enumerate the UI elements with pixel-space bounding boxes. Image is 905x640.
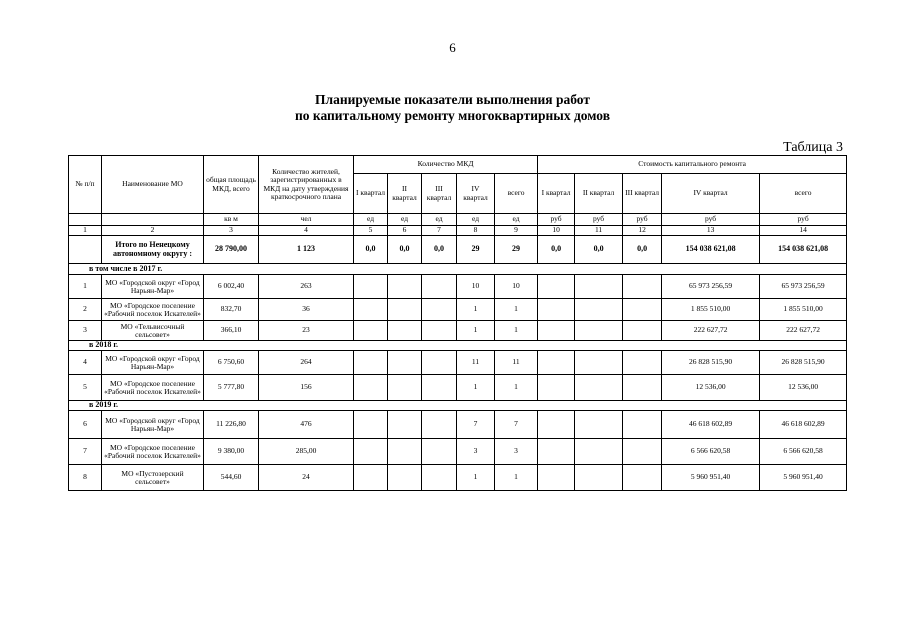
cell-mkd-q4: 11 bbox=[457, 351, 495, 375]
total-cost-q3: 0,0 bbox=[623, 236, 662, 264]
cell-n: 4 bbox=[69, 351, 102, 375]
unit-cell: ед bbox=[354, 214, 388, 226]
total-mkd-q2: 0,0 bbox=[388, 236, 422, 264]
cell-mkd-q2 bbox=[388, 465, 422, 491]
cell-name: МО «Городской округ «Город Нарьян-Мар» bbox=[102, 411, 204, 439]
header-cost-q2: II квартал bbox=[575, 174, 623, 214]
cell-cost-q3 bbox=[623, 439, 662, 465]
total-row bbox=[69, 236, 847, 264]
cell-mkd-total: 1 bbox=[495, 465, 538, 491]
cell-residents: 476 bbox=[259, 411, 354, 439]
cell-name: МО «Пустозерский сельсовет» bbox=[102, 465, 204, 491]
cell-n: 5 bbox=[69, 375, 102, 401]
cell-mkd-total: 11 bbox=[495, 351, 538, 375]
cell-n: 2 bbox=[69, 299, 102, 321]
column-number-cell: 1 bbox=[69, 226, 102, 236]
unit-cell: руб bbox=[538, 214, 575, 226]
title-line-2: по капитальному ремонту многоквартирных домов bbox=[294, 108, 611, 123]
cell-cost-q1 bbox=[538, 375, 575, 401]
column-number-cell: 12 bbox=[623, 226, 662, 236]
cell-cost-total: 46 618 602,89 bbox=[760, 411, 847, 439]
cell-cost-q2 bbox=[575, 439, 623, 465]
unit-cell: руб bbox=[623, 214, 662, 226]
cell-area: 5 777,80 bbox=[204, 375, 259, 401]
total-mkd-total: 29 bbox=[495, 236, 538, 264]
total-mkd-q3: 0,0 bbox=[422, 236, 457, 264]
cell-mkd-q2 bbox=[388, 411, 422, 439]
cell-cost-q2 bbox=[575, 321, 623, 341]
cell-cost-q4: 26 828 515,90 bbox=[662, 351, 760, 375]
total-mkd-q1: 0,0 bbox=[354, 236, 388, 264]
cell-mkd-q1 bbox=[354, 465, 388, 491]
total-cost-q1: 0,0 bbox=[538, 236, 575, 264]
total-cost-q2: 0,0 bbox=[575, 236, 623, 264]
unit-cell: ед bbox=[457, 214, 495, 226]
cell-mkd-total: 10 bbox=[495, 275, 538, 299]
cell-cost-q1 bbox=[538, 321, 575, 341]
header-mkd-q4: IV квартал bbox=[457, 174, 495, 214]
header-mkd-q2: II квартал bbox=[388, 174, 422, 214]
cell-mkd-q2 bbox=[388, 299, 422, 321]
cell-cost-q3 bbox=[623, 275, 662, 299]
table-row bbox=[69, 321, 847, 341]
total-mkd-q4: 29 bbox=[457, 236, 495, 264]
cell-cost-q3 bbox=[623, 375, 662, 401]
header-num: № п/п bbox=[69, 156, 102, 214]
header-cost-total: всего bbox=[760, 174, 847, 214]
cell-mkd-q3 bbox=[422, 299, 457, 321]
cell-cost-q2 bbox=[575, 465, 623, 491]
year-label: в том числе в 2017 г. bbox=[69, 264, 847, 275]
cell-cost-q2 bbox=[575, 275, 623, 299]
cell-mkd-total: 1 bbox=[495, 321, 538, 341]
cell-cost-total: 12 536,00 bbox=[760, 375, 847, 401]
table-row bbox=[69, 351, 847, 375]
cell-name: МО «Тельвисочный сельсовет» bbox=[102, 321, 204, 341]
column-numbers-row bbox=[69, 226, 847, 236]
cell-cost-total: 1 855 510,00 bbox=[760, 299, 847, 321]
header-mkd-q3: III квартал bbox=[422, 174, 457, 214]
cell-mkd-q4: 1 bbox=[457, 465, 495, 491]
cell-cost-q4: 12 536,00 bbox=[662, 375, 760, 401]
unit-cell: кв м bbox=[204, 214, 259, 226]
cell-n: 8 bbox=[69, 465, 102, 491]
cell-mkd-q1 bbox=[354, 321, 388, 341]
year-label: в 2018 г. bbox=[69, 341, 847, 351]
cell-mkd-q2 bbox=[388, 351, 422, 375]
cell-mkd-q1 bbox=[354, 411, 388, 439]
total-cost-q4: 154 038 621,08 bbox=[662, 236, 760, 264]
cell-cost-total: 26 828 515,90 bbox=[760, 351, 847, 375]
page-number: 6 bbox=[449, 40, 456, 55]
document-title bbox=[0, 92, 905, 124]
cell-mkd-q3 bbox=[422, 321, 457, 341]
cell-mkd-q3 bbox=[422, 275, 457, 299]
cell-name: МО «Городской округ «Город Нарьян-Мар» bbox=[102, 351, 204, 375]
cell-cost-total: 6 566 620,58 bbox=[760, 439, 847, 465]
cell-area: 6 002,40 bbox=[204, 275, 259, 299]
year-group-row bbox=[69, 401, 847, 411]
cell-cost-q3 bbox=[623, 351, 662, 375]
cell-name: МО «Городское поселение «Рабочий поселок Искателей» bbox=[102, 375, 204, 401]
cell-mkd-total: 3 bbox=[495, 439, 538, 465]
cell-mkd-q3 bbox=[422, 351, 457, 375]
unit-cell: ед bbox=[388, 214, 422, 226]
column-number-cell: 8 bbox=[457, 226, 495, 236]
cell-n: 6 bbox=[69, 411, 102, 439]
cell-name: МО «Городской округ «Город Нарьян-Мар» bbox=[102, 275, 204, 299]
cell-cost-q4: 6 566 620,58 bbox=[662, 439, 760, 465]
header-name: Наименование МО bbox=[102, 156, 204, 214]
unit-cell: руб bbox=[662, 214, 760, 226]
cell-area: 544,60 bbox=[204, 465, 259, 491]
header-cost-group: Стоимость капитального ремонта bbox=[538, 156, 847, 174]
cell-cost-q4: 65 973 256,59 bbox=[662, 275, 760, 299]
cell-mkd-q2 bbox=[388, 321, 422, 341]
cell-cost-q2 bbox=[575, 375, 623, 401]
cell-cost-q4: 5 960 951,40 bbox=[662, 465, 760, 491]
cell-mkd-total: 7 bbox=[495, 411, 538, 439]
cell-mkd-q4: 7 bbox=[457, 411, 495, 439]
cell-cost-q3 bbox=[623, 321, 662, 341]
table-row bbox=[69, 299, 847, 321]
column-number-cell: 6 bbox=[388, 226, 422, 236]
cell-cost-q2 bbox=[575, 351, 623, 375]
column-number-cell: 7 bbox=[422, 226, 457, 236]
column-number-cell: 5 bbox=[354, 226, 388, 236]
cell-mkd-q3 bbox=[422, 439, 457, 465]
cell-residents: 24 bbox=[259, 465, 354, 491]
cell-cost-q2 bbox=[575, 411, 623, 439]
unit-cell: ед bbox=[422, 214, 457, 226]
cell-cost-q1 bbox=[538, 275, 575, 299]
cell-n: 3 bbox=[69, 321, 102, 341]
cell-mkd-q3 bbox=[422, 411, 457, 439]
total-area: 28 790,00 bbox=[204, 236, 259, 264]
cell-mkd-q1 bbox=[354, 299, 388, 321]
table-row bbox=[69, 465, 847, 491]
column-number-cell: 14 bbox=[760, 226, 847, 236]
cell-residents: 263 bbox=[259, 275, 354, 299]
cell-cost-total: 5 960 951,40 bbox=[760, 465, 847, 491]
capital-repair-table bbox=[68, 155, 847, 491]
column-number-cell: 9 bbox=[495, 226, 538, 236]
cell-cost-q3 bbox=[623, 299, 662, 321]
header-mkd-group: Количество МКД bbox=[354, 156, 538, 174]
cell-mkd-total: 1 bbox=[495, 299, 538, 321]
cell-residents: 36 bbox=[259, 299, 354, 321]
cell-mkd-total: 1 bbox=[495, 375, 538, 401]
column-number-cell: 4 bbox=[259, 226, 354, 236]
column-number-cell: 10 bbox=[538, 226, 575, 236]
cell-mkd-q1 bbox=[354, 351, 388, 375]
cell-mkd-q1 bbox=[354, 375, 388, 401]
cell-mkd-q3 bbox=[422, 375, 457, 401]
column-number-cell: 11 bbox=[575, 226, 623, 236]
table-label: Таблица 3 bbox=[783, 140, 843, 155]
header-area: общая площадь МКД, всего bbox=[204, 156, 259, 214]
cell-cost-q2 bbox=[575, 299, 623, 321]
cell-cost-q3 bbox=[623, 465, 662, 491]
unit-cell: чел bbox=[259, 214, 354, 226]
cell-mkd-q4: 3 bbox=[457, 439, 495, 465]
cell-cost-q4: 1 855 510,00 bbox=[662, 299, 760, 321]
header-mkd-total: всего bbox=[495, 174, 538, 214]
year-label: в 2019 г. bbox=[69, 401, 847, 411]
cell-cost-q1 bbox=[538, 411, 575, 439]
column-number-cell: 13 bbox=[662, 226, 760, 236]
header-cost-q4: IV квартал bbox=[662, 174, 760, 214]
cell-cost-q4: 46 618 602,89 bbox=[662, 411, 760, 439]
header-cost-q3: III квартал bbox=[623, 174, 662, 214]
cell-cost-total: 65 973 256,59 bbox=[760, 275, 847, 299]
cell-residents: 264 bbox=[259, 351, 354, 375]
cell-mkd-q4: 1 bbox=[457, 321, 495, 341]
total-cost-total: 154 038 621,08 bbox=[760, 236, 847, 264]
cell-mkd-q4: 10 bbox=[457, 275, 495, 299]
header-cost-q1: I квартал bbox=[538, 174, 575, 214]
cell-mkd-q1 bbox=[354, 439, 388, 465]
header-residents: Количество жителей, зарегистрированных в МКД на дату утверждения краткосрочного плана bbox=[259, 156, 354, 214]
column-number-cell: 2 bbox=[102, 226, 204, 236]
units-row bbox=[69, 214, 847, 226]
total-residents: 1 123 bbox=[259, 236, 354, 264]
cell-name: МО «Городское поселение «Рабочий поселок Искателей» bbox=[102, 439, 204, 465]
cell-area: 832,70 bbox=[204, 299, 259, 321]
cell-cost-q4: 222 627,72 bbox=[662, 321, 760, 341]
cell-name: МО «Городское поселение «Рабочий поселок Искателей» bbox=[102, 299, 204, 321]
title-line-1: Планируемые показатели выполнения работ bbox=[315, 92, 590, 107]
cell-cost-q1 bbox=[538, 465, 575, 491]
total-name: Итого по Ненецкому автономному округу : bbox=[102, 236, 204, 264]
unit-cell: руб bbox=[760, 214, 847, 226]
cell-mkd-q2 bbox=[388, 439, 422, 465]
cell-area: 6 750,60 bbox=[204, 351, 259, 375]
cell-cost-total: 222 627,72 bbox=[760, 321, 847, 341]
cell-n: 1 bbox=[69, 275, 102, 299]
cell-mkd-q2 bbox=[388, 375, 422, 401]
cell-residents: 285,00 bbox=[259, 439, 354, 465]
cell-mkd-q4: 1 bbox=[457, 375, 495, 401]
cell-area: 11 226,80 bbox=[204, 411, 259, 439]
cell-mkd-q4: 1 bbox=[457, 299, 495, 321]
cell-cost-q1 bbox=[538, 299, 575, 321]
cell-area: 366,10 bbox=[204, 321, 259, 341]
unit-cell: руб bbox=[575, 214, 623, 226]
column-number-cell: 3 bbox=[204, 226, 259, 236]
cell-residents: 156 bbox=[259, 375, 354, 401]
table-row bbox=[69, 275, 847, 299]
cell-cost-q3 bbox=[623, 411, 662, 439]
cell-n: 7 bbox=[69, 439, 102, 465]
table-row bbox=[69, 375, 847, 401]
cell-mkd-q1 bbox=[354, 275, 388, 299]
table-row bbox=[69, 439, 847, 465]
table-row bbox=[69, 411, 847, 439]
cell-area: 9 380,00 bbox=[204, 439, 259, 465]
cell-cost-q1 bbox=[538, 351, 575, 375]
year-group-row bbox=[69, 264, 847, 275]
cell-residents: 23 bbox=[259, 321, 354, 341]
unit-cell: ед bbox=[495, 214, 538, 226]
cell-cost-q1 bbox=[538, 439, 575, 465]
cell-mkd-q3 bbox=[422, 465, 457, 491]
header-mkd-q1: I квартал bbox=[354, 174, 388, 214]
year-group-row bbox=[69, 341, 847, 351]
cell-mkd-q2 bbox=[388, 275, 422, 299]
